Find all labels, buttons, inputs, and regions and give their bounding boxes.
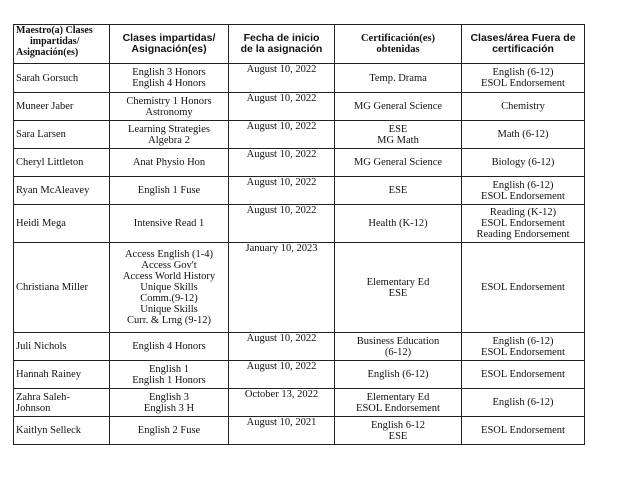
outside-certification-cell-line: ESOL Endorsement: [481, 425, 565, 436]
classes-cell: [110, 93, 229, 121]
classes-cell: [110, 121, 229, 149]
outside-certification-cell-line: ESOL Endorsement: [481, 190, 565, 202]
header-certification-line: Certificación(es): [360, 33, 436, 44]
outside-certification-cell: [462, 149, 585, 177]
teacher-name-line: Sara Larsen: [16, 129, 66, 140]
classes-cell-line: English 4 Honors: [132, 78, 206, 89]
classes-cell: [110, 64, 229, 93]
certification-cell: [335, 93, 462, 121]
teacher-name: [14, 149, 110, 177]
start-date: August 10, 2021: [229, 417, 335, 445]
certification-cell-line: MG General Science: [353, 157, 443, 168]
classes-cell: [110, 149, 229, 177]
teacher-name-line: Kaitlyn Selleck: [16, 425, 82, 436]
classes-cell-line: Astronomy: [145, 106, 193, 118]
start-date: January 10, 2023: [229, 243, 335, 333]
classes-cell-line: Algebra 2: [148, 134, 190, 146]
classes-cell-line: Curr. & Lrng (9-12): [127, 315, 211, 326]
classes-cell-line: Access Gov't: [141, 260, 197, 271]
certification-cell-line: ESE: [388, 287, 408, 299]
outside-certification-cell: [462, 177, 585, 205]
classes-cell-line: English 3 H: [143, 402, 195, 414]
certification-cell-line: Business Education: [356, 335, 440, 347]
certification-cell-line: ESE: [388, 185, 408, 196]
classes-cell-line: Intensive Read 1: [133, 218, 205, 229]
teacher-name-line: Muneer Jaber: [16, 101, 74, 112]
certification-cell-line: ESOL Endorsement: [356, 402, 440, 414]
start-date: August 10, 2022: [229, 361, 335, 389]
header-classes: [110, 25, 229, 64]
teacher-name-line: Sarah Gorsuch: [16, 72, 79, 84]
classes-cell-line: English 1: [149, 363, 189, 375]
classes-cell: [110, 205, 229, 243]
classes-cell-line: English 3 Honors: [132, 67, 206, 78]
certification-cell-line: English (6-12): [367, 369, 429, 380]
header-teacher-line: Maestro(a) Clases: [16, 25, 93, 36]
certification-cell-line: Health (K-12): [368, 218, 428, 229]
outside-certification-cell: [462, 389, 585, 417]
certification-cell: [335, 333, 462, 361]
outside-certification-cell-line: English (6-12): [492, 335, 554, 347]
certification-cell: [335, 149, 462, 177]
assignment-table: [13, 24, 585, 445]
teacher-name: [14, 361, 110, 389]
teacher-name: [14, 417, 110, 445]
certification-cell: [335, 64, 462, 93]
classes-cell: [110, 361, 229, 389]
classes-cell-line: English 2 Fuse: [137, 425, 201, 436]
classes-cell: [110, 333, 229, 361]
header-classes-line: Clases impartidas/: [122, 32, 216, 44]
table-row: [14, 177, 585, 205]
table-row: [14, 361, 585, 389]
certification-cell-line: English 6-12: [371, 419, 425, 431]
outside-certification-cell-line: ESOL Endorsement: [481, 369, 565, 380]
certification-cell: [335, 389, 462, 417]
start-date: August 10, 2022: [229, 205, 335, 243]
outside-certification-cell-line: ESOL Endorsement: [481, 218, 565, 229]
table-row: [14, 333, 585, 361]
outside-certification-cell-line: English (6-12): [492, 67, 554, 78]
outside-certification-cell-line: ESOL Endorsement: [481, 78, 565, 89]
start-date: August 10, 2022: [229, 121, 335, 149]
teacher-name-line: Cheryl Littleton: [16, 157, 84, 168]
classes-cell-line: Comm.(9-12): [140, 293, 198, 304]
outside-certification-cell-line: Chemistry: [501, 101, 545, 112]
teacher-name-line: Johnson: [16, 402, 51, 414]
outside-certification-cell-line: Reading Endorsement: [476, 229, 570, 240]
header-outside-line: certificación: [492, 43, 554, 55]
teacher-name: [14, 333, 110, 361]
outside-certification-cell-line: Biology (6-12): [491, 157, 555, 168]
header-start-date-line: de la asignación: [240, 43, 323, 55]
header-classes-line: Asignación(es): [131, 43, 207, 55]
classes-cell-line: Learning Strategies: [128, 123, 210, 135]
certification-cell-line: Elementary Ed: [366, 391, 430, 403]
start-date: August 10, 2022: [229, 93, 335, 121]
classes-cell-line: Access English (1-4): [124, 249, 214, 260]
outside-certification-cell-line: Math (6-12): [497, 129, 549, 140]
teacher-name: [14, 177, 110, 205]
start-date: August 10, 2022: [229, 149, 335, 177]
certification-cell: [335, 361, 462, 389]
outside-certification-cell-line: English (6-12): [492, 397, 554, 408]
outside-certification-cell: [462, 333, 585, 361]
start-date: August 10, 2022: [229, 177, 335, 205]
certification-cell: [335, 417, 462, 445]
certification-cell: [335, 205, 462, 243]
certification-cell-line: Elementary Ed: [366, 276, 430, 288]
certification-cell-line: (6-12): [384, 346, 412, 358]
table-row: [14, 243, 585, 333]
outside-certification-cell: [462, 361, 585, 389]
outside-certification-cell-line: Reading (K-12): [489, 207, 557, 218]
certification-cell: [335, 243, 462, 333]
header-certification: [335, 25, 462, 64]
certification-cell: [335, 177, 462, 205]
start-date: October 13, 2022: [229, 389, 335, 417]
teacher-name-line: Hannah Rainey: [16, 369, 82, 380]
classes-cell-line: Unique Skills: [140, 304, 198, 315]
table-row: [14, 149, 585, 177]
outside-certification-cell: [462, 243, 585, 333]
start-date: August 10, 2022: [229, 64, 335, 93]
classes-cell-line: Chemistry 1 Honors: [126, 95, 212, 107]
table-row: [14, 93, 585, 121]
table-row: [14, 389, 585, 417]
certification-cell-line: MG General Science: [353, 101, 443, 112]
table-row: [14, 121, 585, 149]
classes-cell: [110, 177, 229, 205]
teacher-name-line: Juli Nichols: [16, 341, 67, 352]
certification-cell: [335, 121, 462, 149]
classes-cell-line: English 3: [149, 391, 189, 403]
teacher-name: [14, 389, 110, 417]
certification-cell-line: MG Math: [377, 134, 419, 146]
classes-cell: [110, 417, 229, 445]
header-teacher-line: Asignación(es): [16, 47, 79, 58]
classes-cell-line: English 1 Honors: [132, 374, 206, 386]
table-row: [14, 205, 585, 243]
header-certification-line: obtenidas: [376, 44, 420, 55]
table-row: [14, 64, 585, 93]
classes-cell-line: Anat Physio Hon: [132, 157, 206, 168]
classes-cell-line: English 1 Fuse: [137, 185, 201, 196]
teacher-name-line: Zahra Saleh-: [16, 391, 70, 403]
classes-cell: [110, 389, 229, 417]
outside-certification-cell: [462, 93, 585, 121]
header-start-date: [229, 25, 335, 64]
table-body: [14, 64, 585, 445]
classes-cell-line: Unique Skills: [140, 282, 198, 293]
outside-certification-cell: [462, 205, 585, 243]
certification-cell-line: ESE: [388, 123, 408, 135]
outside-certification-cell: [462, 121, 585, 149]
header-outside-certification: [462, 25, 585, 64]
outside-certification-cell: [462, 417, 585, 445]
header-outside-line: Clases/área Fuera de: [470, 32, 576, 44]
header-start-date-line: Fecha de inicio: [243, 32, 320, 44]
outside-certification-cell-line: English (6-12): [492, 179, 554, 191]
teacher-name: [14, 93, 110, 121]
header-teacher: [14, 25, 110, 64]
outside-certification-cell-line: ESOL Endorsement: [481, 282, 565, 293]
teacher-name-line: Christiana Miller: [16, 282, 89, 293]
classes-cell-line: Access World History: [122, 271, 216, 282]
outside-certification-cell-line: ESOL Endorsement: [481, 346, 565, 358]
outside-certification-cell: [462, 64, 585, 93]
teacher-name: [14, 121, 110, 149]
start-date: August 10, 2022: [229, 333, 335, 361]
classes-cell: [110, 243, 229, 333]
certification-cell-line: Temp. Drama: [369, 72, 427, 84]
teacher-name: [14, 205, 110, 243]
classes-cell-line: English 4 Honors: [132, 341, 206, 352]
teacher-name: [14, 64, 110, 93]
header-row: [14, 25, 585, 64]
teacher-name: [14, 243, 110, 333]
teacher-name-line: Heidi Mega: [16, 218, 66, 229]
teacher-name-line: Ryan McAleavey: [16, 185, 90, 196]
header-teacher-line: impartidas/: [30, 36, 80, 47]
certification-cell-line: ESE: [388, 430, 408, 442]
table-row: [14, 417, 585, 445]
